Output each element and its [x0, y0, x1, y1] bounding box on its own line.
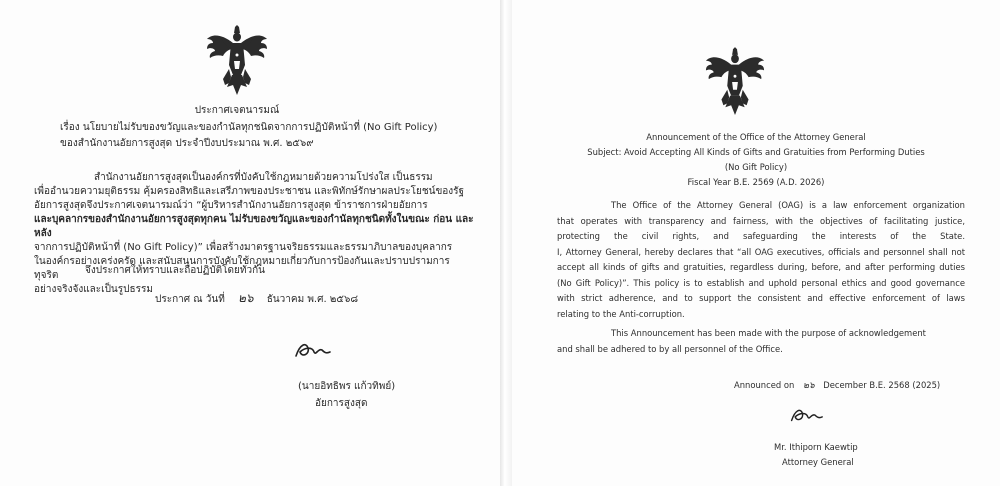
thai-p1-line: อย่างจริงจังและเป็นรูปธรรม — [34, 284, 153, 295]
thai-paragraph-1 — [34, 171, 474, 297]
english-p1-line: protecting the civil rights, and safeguarding the interests of the State. — [557, 231, 965, 241]
thai-date-line — [155, 291, 358, 307]
english-announcement-page — [512, 0, 1000, 486]
garuda-emblem-icon — [205, 25, 269, 97]
english-p1-line: relating to the Anti-corruption. — [557, 308, 685, 319]
english-p2-line: This Announcement has been made with the purpose of acknowledgement — [611, 328, 926, 338]
thai-p1-line: และบุคลากรของสำนักงานอัยการสูงสุดทุกคน ไม่รับของขวัญและของกำนัลทุกชนิดทั้งในขณะ ก่อน และหลัง — [34, 214, 474, 239]
thai-title: ประกาศเจตนารมณ์ — [194, 105, 280, 116]
thai-p1-line: จากการปฏิบัติหน้าที่ (No Gift Policy)” เพื่อสร้างมาตรฐานจริยธรรมและธรรมาภิบาลของบุคลากร — [34, 242, 453, 253]
handwritten-signature — [788, 406, 824, 426]
thai-p1-line: อัยการสูงสุดจึงประกาศเจตนารมณ์ว่า “ผู้บริหารสำนักงานอัยการสูงสุด ข้าราชการฝ่ายอัยการ — [34, 200, 428, 211]
english-heading-2: Subject: Avoid Accepting All Kinds of Gifts and Gratuities from Performing Duties — [587, 147, 925, 157]
english-p1-line: with strict adherence, and to support the consistent and effective enforcement of laws — [557, 293, 965, 303]
english-announced-suffix: December B.E. 2568 (2025) — [823, 380, 941, 390]
english-announced-day: ๒๖ — [802, 381, 815, 391]
english-signer-position: Attorney General — [782, 457, 854, 467]
thai-signer-name: (นายอิทธิพร แก้วทิพย์) — [298, 381, 396, 392]
thai-p1-line: สำนักงานอัยการสูงสุดเป็นองค์กรที่บังคับใช้กฎหมายด้วยความโปร่งใส เป็นธรรม — [94, 172, 433, 183]
thai-p1-line: ในองค์กรอย่างเคร่งครัด และสนับสนุนการบังคับใช้กฎหมายเกี่ยวกับการป้องกันและปราบปรามการทุจริต — [34, 256, 450, 281]
thai-date-suffix: ธันวาคม พ.ศ. ๒๕๖๘ — [266, 294, 359, 305]
english-p1-line: I, Attorney General, hereby declares that “all OAG executives, officials and personnel shall not — [557, 246, 965, 257]
thai-signer-position: อัยการสูงสุด — [315, 398, 368, 409]
english-paragraph-1 — [557, 198, 965, 322]
thai-paragraph-2: จึงประกาศให้ทราบและถือปฏิบัติโดยทั่วกัน — [85, 265, 265, 276]
english-p1-line: accept all kinds of gifts and gratuities, regardless during, before, and after performing duties — [557, 262, 965, 272]
english-announced-prefix: Announced on — [734, 380, 795, 390]
english-p2-line: and shall be adhered to by all personnel of the Office. — [557, 343, 783, 354]
english-paragraph-2 — [557, 326, 965, 357]
thai-p1-line: เพื่ออำนวยความยุติธรรม คุ้มครองสิทธิและเสรีภาพของประชาชน และพิทักษ์รักษาผลประโยชน์ของรัฐ — [34, 186, 465, 197]
handwritten-signature — [292, 340, 332, 362]
english-heading-1: Announcement of the Office of the Attorney General — [646, 132, 866, 142]
thai-date-day: ๒๖ — [237, 291, 254, 305]
english-heading-3: (No Gift Policy) — [724, 162, 788, 172]
english-announced-date — [734, 378, 940, 395]
garuda-emblem-icon — [704, 47, 766, 117]
thai-date-prefix: ประกาศ ณ วันที่ — [155, 294, 225, 305]
english-heading-4: Fiscal Year B.E. 2569 (A.D. 2026) — [687, 177, 825, 187]
english-p1-line: The Office of the Attorney General (OAG) is a law enforcement organization — [611, 200, 965, 210]
english-signer-name: Mr. Ithiporn Kaewtip — [774, 442, 858, 452]
thai-subject-line-2: ของสำนักงานอัยการสูงสุด ประจำปีงบประมาณ พ.ศ. ๒๕๖๙ — [60, 138, 314, 149]
page-divider — [500, 0, 512, 486]
english-p1-line: that operates with transparency and fairness, with the objectives of facilitating justice, — [557, 215, 965, 226]
english-p1-line: (No Gift Policy)”. This policy is to establish and uphold personal ethics and good governance — [557, 277, 965, 288]
thai-subject-line-1: เรื่อง นโยบายไม่รับของขวัญและของกำนัลทุกชนิดจากการปฏิบัติหน้าที่ (No Gift Policy) — [60, 122, 438, 133]
